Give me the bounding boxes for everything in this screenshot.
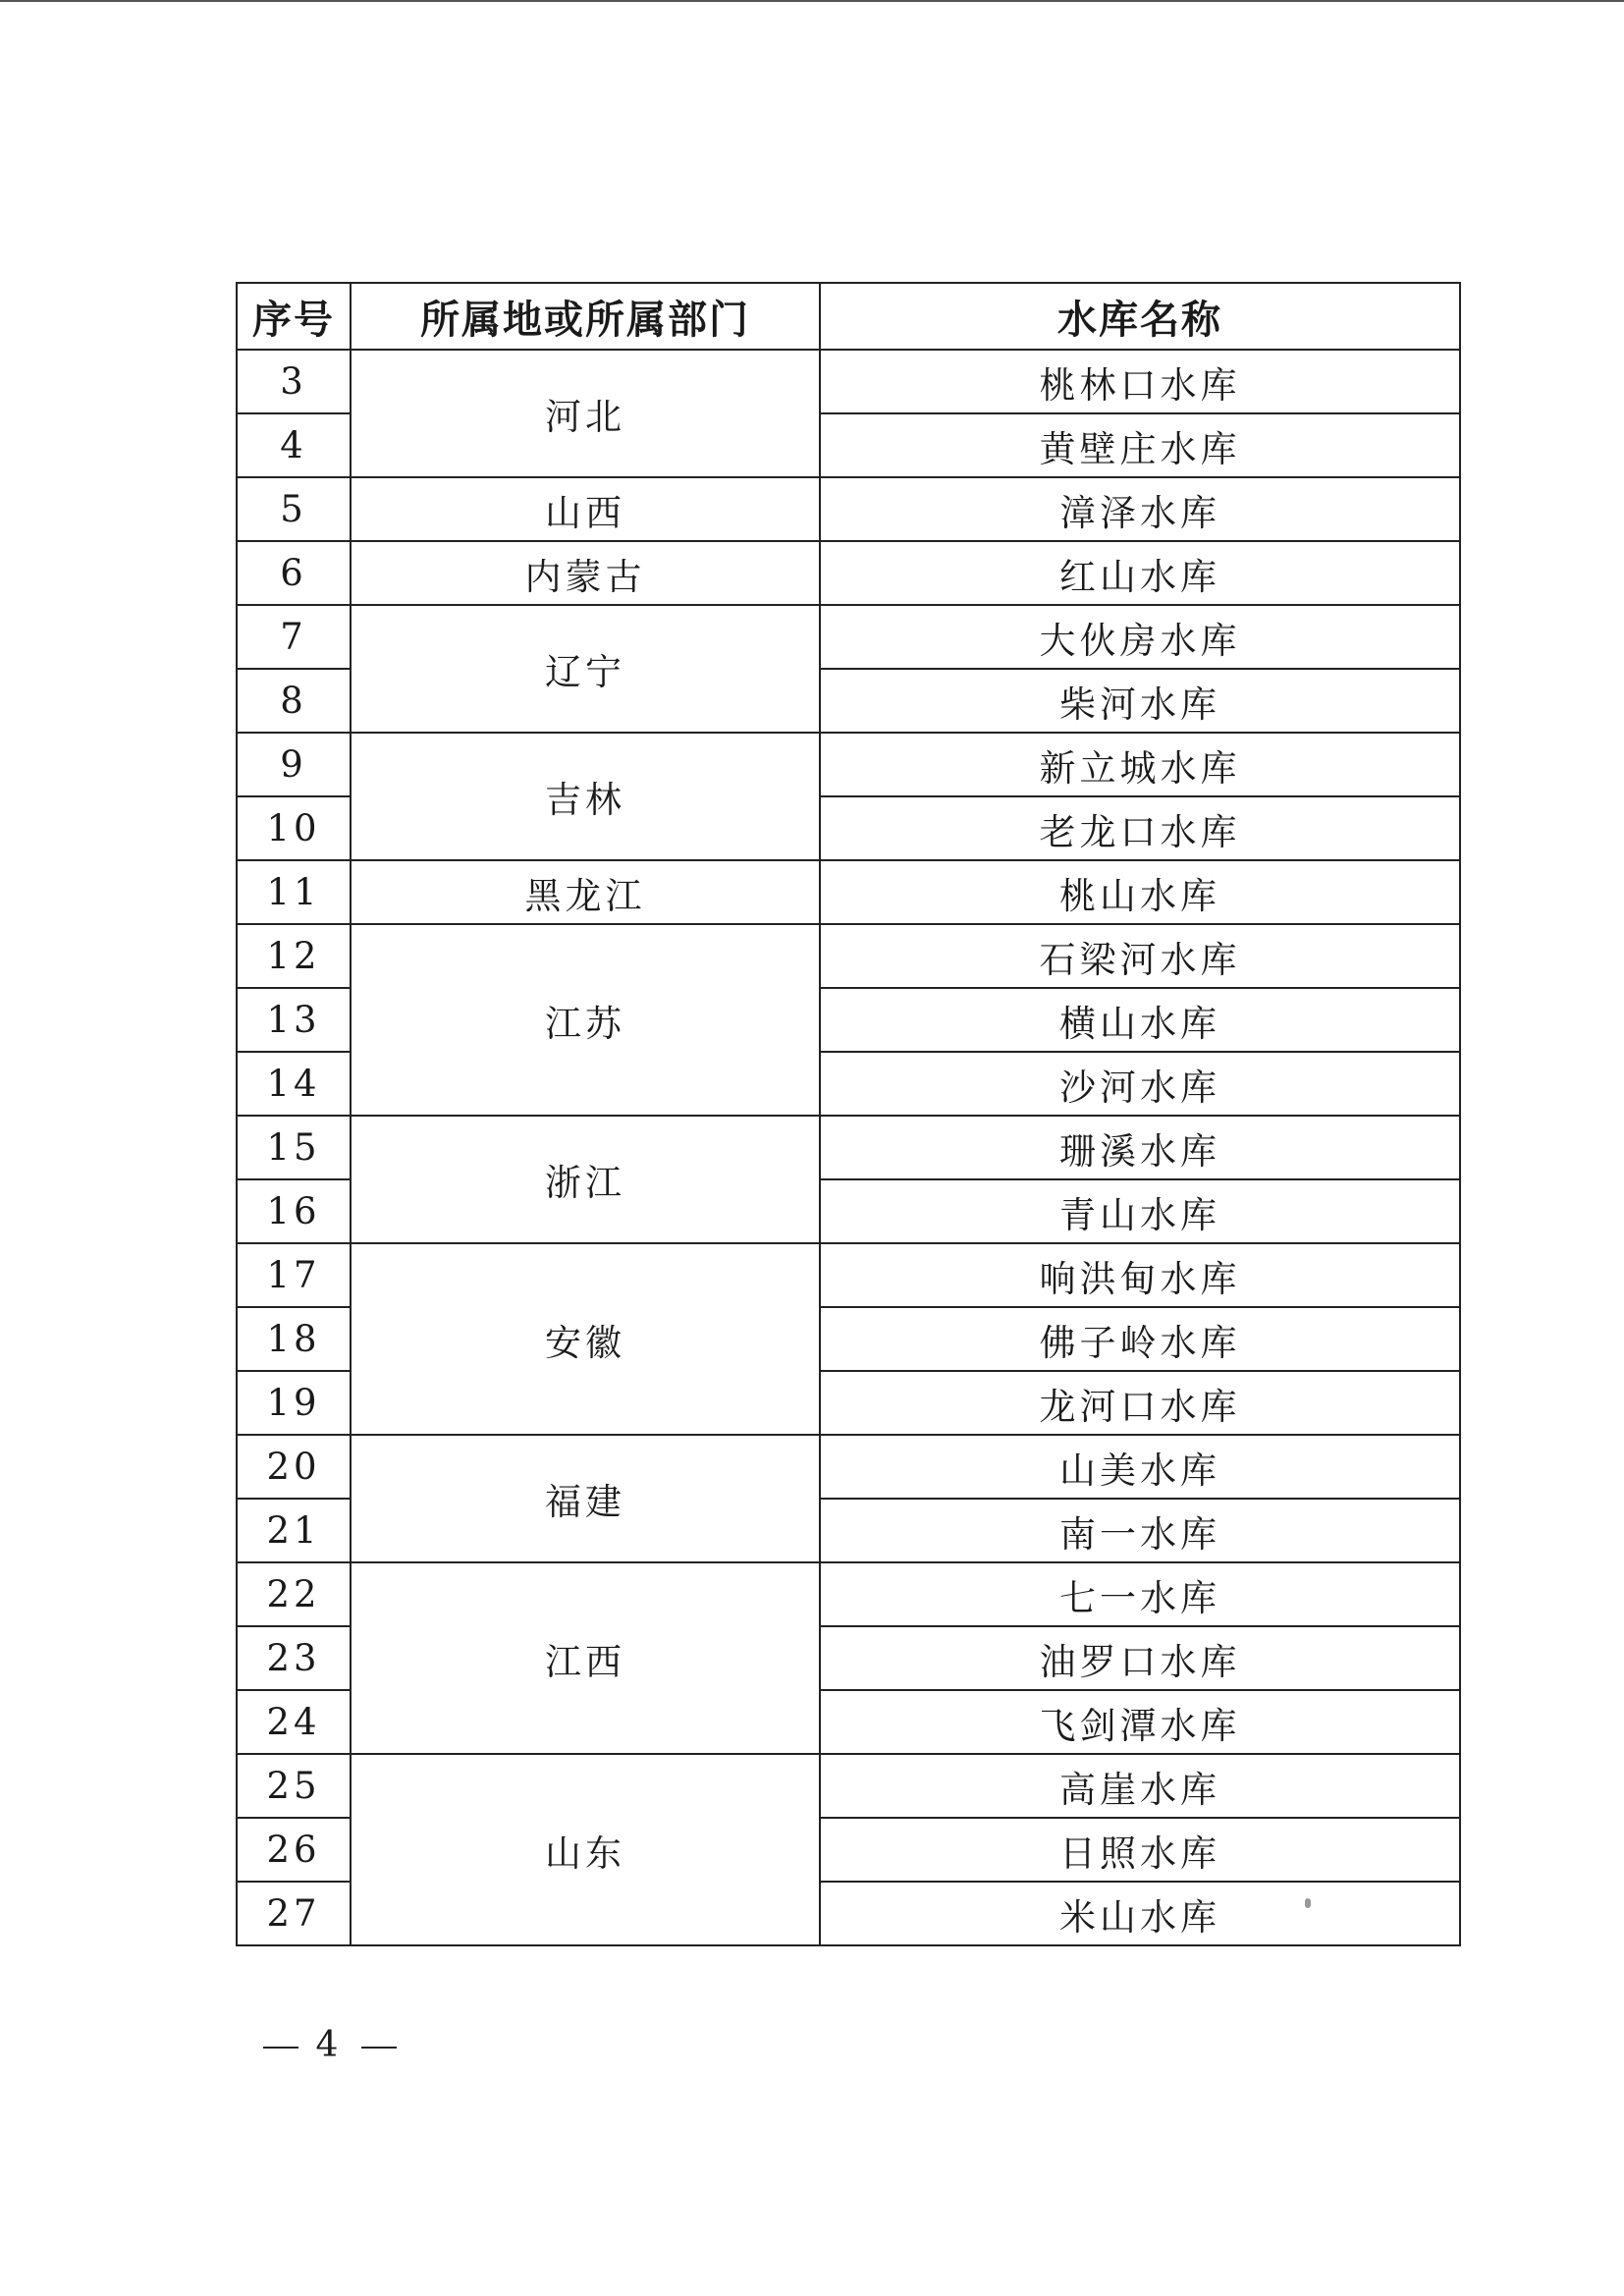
reservoir-name-cell: 黄壁庄水库	[820, 413, 1460, 477]
region-cell: 内蒙古	[351, 541, 820, 605]
reservoir-name-cell: 青山水库	[820, 1179, 1460, 1243]
serial-number-cell: 17	[237, 1243, 351, 1307]
serial-number-cell: 14	[237, 1052, 351, 1116]
top-edge-line	[0, 0, 1624, 2]
serial-number-cell: 9	[237, 733, 351, 796]
region-cell: 安徽	[351, 1243, 820, 1435]
reservoir-name-cell: 横山水库	[820, 988, 1460, 1052]
table-row	[237, 1116, 1460, 1179]
table-row	[237, 924, 1460, 988]
reservoir-name-cell: 珊溪水库	[820, 1116, 1460, 1179]
table-row	[237, 733, 1460, 796]
region-cell: 黑龙江	[351, 860, 820, 924]
reservoir-name-cell: 南一水库	[820, 1499, 1460, 1562]
serial-number-cell: 5	[237, 477, 351, 541]
serial-number-cell: 10	[237, 796, 351, 860]
reservoir-name-cell: 红山水库	[820, 541, 1460, 605]
reservoir-name-cell: 佛子岭水库	[820, 1307, 1460, 1371]
header-serial: 序号	[237, 283, 351, 350]
reservoir-table	[236, 282, 1461, 1946]
serial-number-cell: 3	[237, 350, 351, 413]
table-header-row	[237, 283, 1460, 350]
dash-left	[263, 2047, 298, 2049]
serial-number-cell: 6	[237, 541, 351, 605]
serial-number-cell: 16	[237, 1179, 351, 1243]
region-cell: 辽宁	[351, 605, 820, 733]
serial-number-cell: 22	[237, 1562, 351, 1626]
reservoir-name-cell: 石梁河水库	[820, 924, 1460, 988]
region-cell: 山东	[351, 1754, 820, 1945]
serial-number-cell: 8	[237, 669, 351, 733]
region-cell: 吉林	[351, 733, 820, 860]
reservoir-name-cell: 龙河口水库	[820, 1371, 1460, 1435]
serial-number-cell: 21	[237, 1499, 351, 1562]
reservoir-name-cell: 油罗口水库	[820, 1626, 1460, 1690]
scan-speck	[1305, 1898, 1311, 1908]
serial-number-cell: 7	[237, 605, 351, 669]
page-number	[263, 2025, 397, 2065]
reservoir-name-cell: 米山水库	[820, 1882, 1460, 1945]
dash-right	[361, 2047, 397, 2049]
serial-number-cell: 25	[237, 1754, 351, 1818]
serial-number-cell: 24	[237, 1690, 351, 1754]
reservoir-name-cell: 新立城水库	[820, 733, 1460, 796]
reservoir-name-cell: 桃山水库	[820, 860, 1460, 924]
region-cell: 江西	[351, 1562, 820, 1754]
serial-number-cell: 19	[237, 1371, 351, 1435]
table-body	[237, 350, 1460, 1945]
page-number-text: 4	[315, 2025, 345, 2065]
serial-number-cell: 4	[237, 413, 351, 477]
table-row	[237, 1435, 1460, 1499]
table-row	[237, 1754, 1460, 1818]
table-row	[237, 477, 1460, 541]
serial-number-cell: 18	[237, 1307, 351, 1371]
serial-number-cell: 27	[237, 1882, 351, 1945]
header-region: 所属地或所属部门	[351, 283, 820, 350]
serial-number-cell: 26	[237, 1818, 351, 1882]
table-row	[237, 860, 1460, 924]
header-reservoir-name: 水库名称	[820, 283, 1460, 350]
region-cell: 浙江	[351, 1116, 820, 1243]
serial-number-cell: 15	[237, 1116, 351, 1179]
serial-number-cell: 11	[237, 860, 351, 924]
reservoir-name-cell: 飞剑潭水库	[820, 1690, 1460, 1754]
reservoir-name-cell: 漳泽水库	[820, 477, 1460, 541]
reservoir-name-cell: 日照水库	[820, 1818, 1460, 1882]
serial-number-cell: 12	[237, 924, 351, 988]
serial-number-cell: 20	[237, 1435, 351, 1499]
reservoir-name-cell: 七一水库	[820, 1562, 1460, 1626]
table-row	[237, 541, 1460, 605]
region-cell: 江苏	[351, 924, 820, 1116]
reservoir-name-cell: 沙河水库	[820, 1052, 1460, 1116]
table-row	[237, 350, 1460, 413]
region-cell: 河北	[351, 350, 820, 477]
region-cell: 福建	[351, 1435, 820, 1562]
region-cell: 山西	[351, 477, 820, 541]
reservoir-name-cell: 桃林口水库	[820, 350, 1460, 413]
reservoir-name-cell: 老龙口水库	[820, 796, 1460, 860]
serial-number-cell: 23	[237, 1626, 351, 1690]
reservoir-name-cell: 响洪甸水库	[820, 1243, 1460, 1307]
table-row	[237, 605, 1460, 669]
reservoir-name-cell: 高崖水库	[820, 1754, 1460, 1818]
reservoir-name-cell: 山美水库	[820, 1435, 1460, 1499]
reservoir-name-cell: 柴河水库	[820, 669, 1460, 733]
table-row	[237, 1562, 1460, 1626]
table-row	[237, 1243, 1460, 1307]
serial-number-cell: 13	[237, 988, 351, 1052]
reservoir-name-cell: 大伙房水库	[820, 605, 1460, 669]
